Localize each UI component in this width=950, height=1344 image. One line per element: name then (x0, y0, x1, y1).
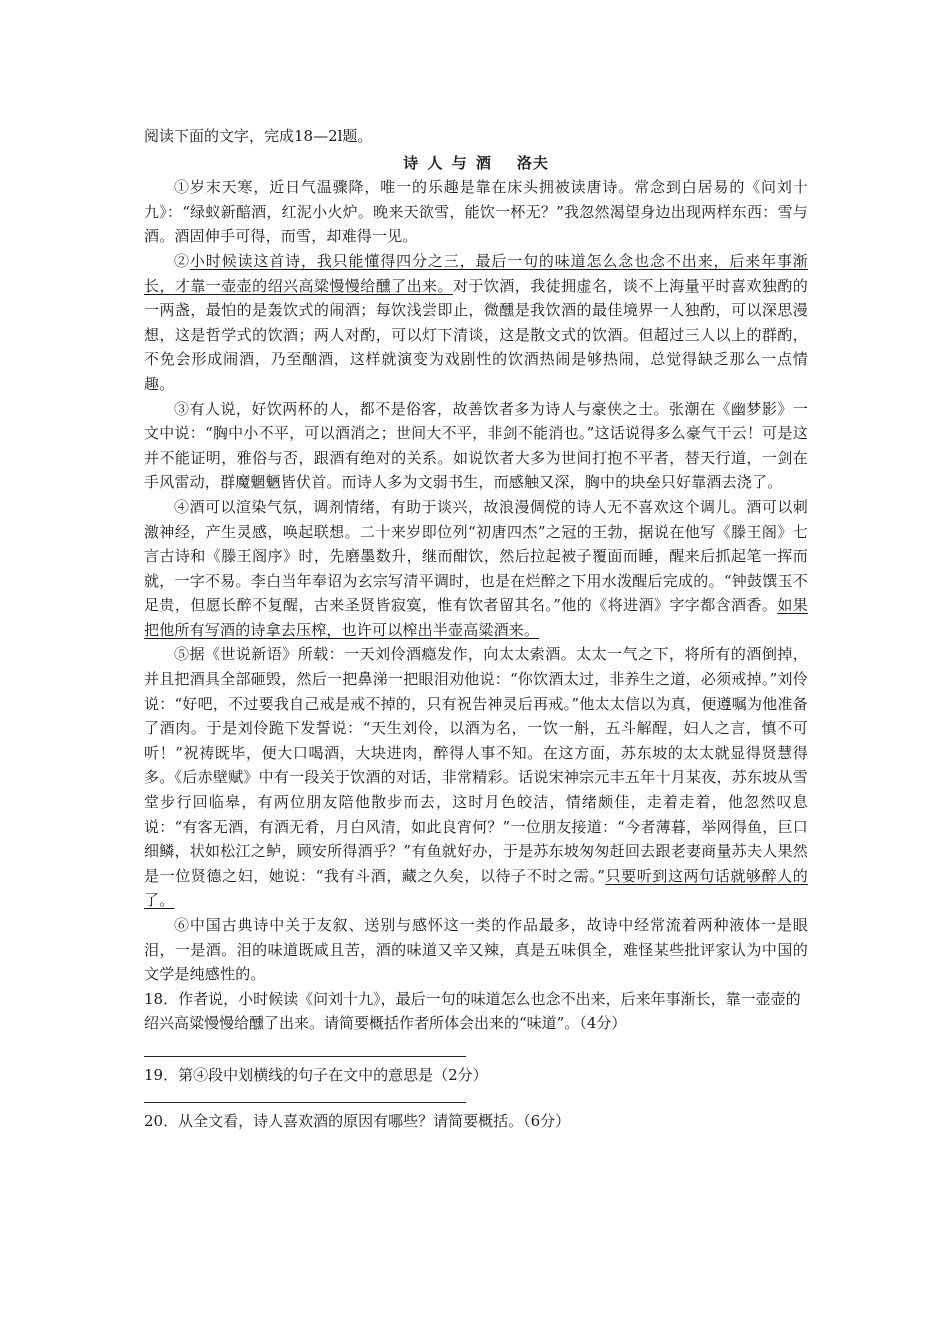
author-name: 洛夫 (516, 153, 549, 172)
underlined-sentence: 如果把他所有写酒的诗拿去压榨，也许可以榨出半壶高粱酒来。 (144, 596, 808, 639)
question-19: 19．第④段中划横线的句子在文中的意思是（2分） (144, 1065, 488, 1084)
paragraph-text: ⑥中国古典诗中关于友叙、送别与感怀这一类的作品最多，故诗中经常流着两种液体一是眼泪，一是酒。泪的味道既咸且苦，酒的味道又辛又辣，真是五味俱全，难怪某些批评家认为中国的文学是纯感性的。 (144, 916, 808, 984)
answer-line[interactable] (144, 1056, 466, 1057)
paragraph-6 (144, 913, 808, 987)
paragraph-text: 对于饮酒，我徒拥虚名，谈不上海量平时喜欢独酌的一两盏，最怕的是轰饮式的闹酒；每饮浅尝即止，微醺是我饮酒的最佳境界一人独酌，可以深思漫想，这是哲学式的饮酒；两人对酌，可以灯下清谈，这是散文式的饮酒。但超过三人以上的群酌，不免会形成闹酒，乃至酗酒，这样就演变为戏剧性的饮酒热闹是够热闹，总觉得缺乏那么一点情趣。 (144, 276, 808, 393)
underlined-sentence: 只要听到这两句话就够醉人的了。 (144, 866, 808, 910)
paragraph-text: ⑤据《世说新语》所载：一天刘伶酒瘾发作，向太太索酒。太太一气之下，将所有的酒倒掉，并且把酒具全部砸毁，然后一把鼻涕一把眼泪劝他说：“你饮酒太过，非养生之道，必须戒掉。”刘伶说：“好吧，不过要我自己戒是戒不掉的，只有祝告神灵后再戒。”他太太信以为真，便遵嘱为他准备了酒肉。于是刘伶跪下发誓说：“天生刘伶，以酒为名，一饮一斛，五斗解酲，妇人之言，慎不可听！”祝祷既毕，便大口喝酒，大块进肉，醉得人事不知。在这方面，苏东坡的太太就显得贤慧得多。《后赤壁赋》中有一段关于饮酒的对话，非常精彩。话说宋神宗元丰五年十月某夜，苏东坡从雪堂步行回临皋，有两位朋友陪他散步而去，这时月色皎洁，情绪颇佳，走着走着，他忽然叹息说：“有客无酒，有酒无肴，月白风清，如此良宵何？”一位朋友接道：“今者薄暮，举网得鱼，巨口细鳞，状如松江之鲈，顾安所得酒乎？”有鱼就好办，于是苏东坡匆匆赶回去跟老妻商量苏夫人果然是一位贤德之妇，她说：“我有斗酒，藏之久矣，以待子不时之需。” (144, 645, 808, 885)
title-text: 诗 人 与 酒 (403, 153, 493, 172)
answer-line[interactable] (144, 1102, 466, 1103)
paragraph-text: ①岁末天寒，近日气温骤降，唯一的乐趣是靠在床头拥被读唐诗。常念到白居易的《问刘十九》：“绿蚁新醅酒，红泥小火炉。晚来天欲雪，能饮一杯无？”我忽然渴望身边出现两样东西：雪与酒。酒固伸手可得，而雪，却难得一见。 (144, 178, 808, 246)
passage-title (144, 151, 808, 176)
paragraph-3 (144, 397, 808, 495)
reading-instruction: 阅读下面的文字，完成18—2l题。 (144, 127, 373, 145)
paragraph-5 (144, 642, 808, 913)
question-20: 20．从全文看，诗人喜欢酒的原因有哪些？请简要概括。（6分） (144, 1111, 571, 1130)
paragraph-number: ② (174, 251, 190, 270)
paragraph-4 (144, 495, 808, 643)
paragraph-text: ④酒可以渲染气氛，调剂情绪，有助于谈兴，故浪漫倜傥的诗人无不喜欢这个调儿。酒可以刺激神经，产生灵感，唤起联想。二十来岁即位列“初唐四杰”之冠的王勃，据说在他写《滕王阁》七言古诗和《滕王阁序》时，先磨墨数升，继而酣饮，然后拉起被子覆面而睡，醒来后抓起笔一挥而就，一字不易。李白当年奉诏为玄宗写清平调时，也是在烂醉之下用水泼醒后完成的。“钟鼓馔玉不足贵，但愿长醉不复醒，古来圣贤皆寂寞，惟有饮者留其名。”他的《将进酒》字字都含酒香。 (144, 497, 808, 615)
question-18: 18．作者说，小时候读《问刘十九》，最后一句的味道怎么也念不出来，后来年事渐长，靠一壶壶的绍兴高粱慢慢给醺了出来。请简要概括作者所体会出来的“味道”。（4分） (144, 989, 801, 1033)
paragraph-1 (144, 175, 808, 249)
paragraph-2 (144, 249, 808, 397)
reading-passage (144, 120, 808, 1133)
underlined-sentence: 小时候读这首诗，我只能懂得四分之三，最后一句的味道怎么念也念不出来，后来年事渐长，才靠一壶壶的绍兴高粱慢慢给醺了出来。 (144, 251, 808, 295)
paragraph-text: ③有人说，好饮两杯的人，都不是俗客，故善饮者多为诗人与豪侠之士。张潮在《幽梦影》一文中说：“胸中小不平，可以酒消之；世间大不平，非剑不能消也。”这话说得多么豪气干云！可是这并不能证明，雅俗与否，跟酒有绝对的关系。如说饮者大多为世间打抱不平者，替天行道，一剑在手风雷动，群魔魍魉皆伏首。而诗人多为文弱书生，而感触又深，胸中的块垒只好靠酒去浇了。 (144, 399, 808, 492)
